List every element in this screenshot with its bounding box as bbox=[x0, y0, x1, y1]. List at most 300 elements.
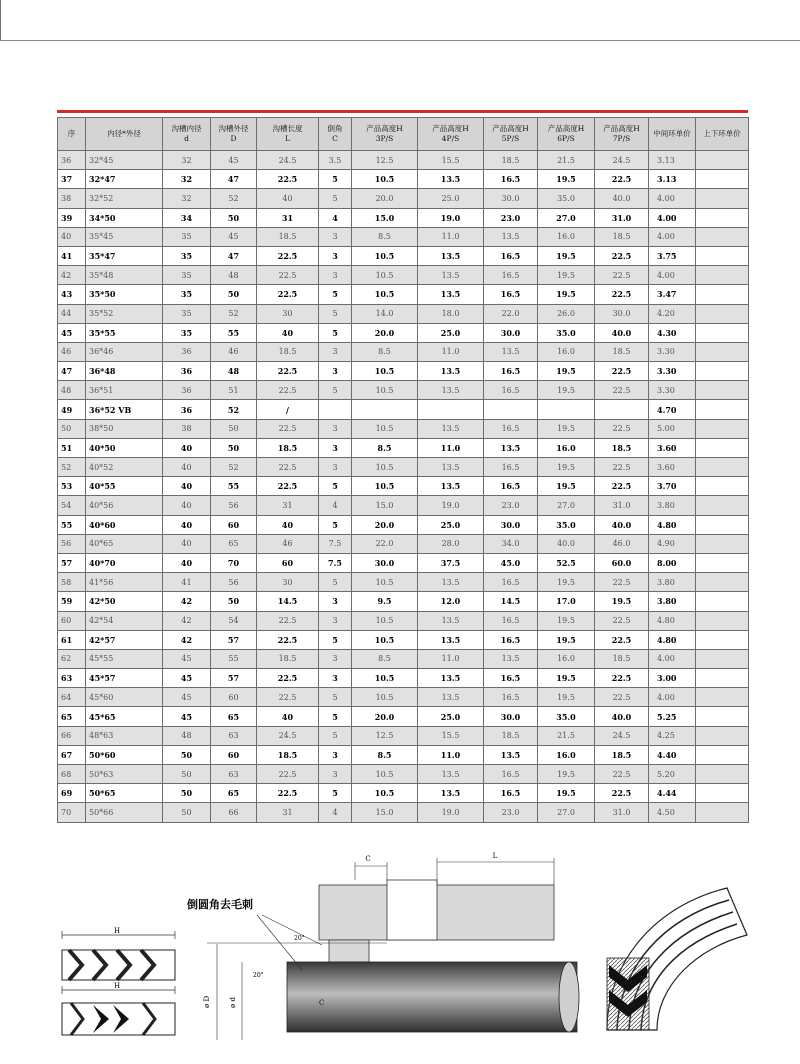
row-groove-outer: 57 bbox=[211, 630, 257, 649]
header-groove-length: 沟槽长度 L bbox=[257, 118, 319, 151]
row-chamfer: 5 bbox=[319, 630, 352, 649]
row-no: 67 bbox=[58, 745, 86, 764]
row-top-bottom-price bbox=[696, 458, 749, 477]
row-middle-price: 4.40 bbox=[649, 745, 696, 764]
row-h-4p: 13.5 bbox=[418, 458, 484, 477]
row-groove-length: 18.5 bbox=[257, 342, 319, 361]
row-h-5p: 13.5 bbox=[484, 745, 538, 764]
row-middle-price: 5.25 bbox=[649, 707, 696, 726]
row-middle-price: 4.00 bbox=[649, 266, 696, 285]
row-top-bottom-price bbox=[696, 266, 749, 285]
table-row bbox=[58, 208, 749, 227]
row-groove-outer: 48 bbox=[211, 362, 257, 381]
row-top-bottom-price bbox=[696, 573, 749, 592]
row-groove-outer: 63 bbox=[211, 765, 257, 784]
row-h-6p: 19.5 bbox=[538, 419, 595, 438]
row-h-3p: 10.5 bbox=[352, 784, 418, 803]
row-chamfer: 5 bbox=[319, 170, 352, 189]
row-h-6p: 26.0 bbox=[538, 304, 595, 323]
table-row bbox=[58, 611, 749, 630]
row-groove-inner: 40 bbox=[163, 458, 211, 477]
row-no: 66 bbox=[58, 726, 86, 745]
row-size: 35*47 bbox=[86, 246, 163, 265]
table-row bbox=[58, 784, 749, 803]
row-groove-length: 31 bbox=[257, 208, 319, 227]
row-groove-length: 40 bbox=[257, 707, 319, 726]
row-groove-outer: 45 bbox=[211, 227, 257, 246]
row-h-3p: 8.5 bbox=[352, 342, 418, 361]
row-h-7p: 22.5 bbox=[595, 419, 649, 438]
row-size: 40*60 bbox=[86, 515, 163, 534]
row-chamfer: 3 bbox=[319, 342, 352, 361]
table-row bbox=[58, 573, 749, 592]
header-no: 序 bbox=[58, 118, 86, 151]
row-groove-inner: 40 bbox=[163, 477, 211, 496]
row-groove-length: 31 bbox=[257, 803, 319, 822]
label-chamfer-deburr: 倒圆角去毛刺 bbox=[187, 898, 253, 911]
row-h-3p: 30.0 bbox=[352, 553, 418, 572]
row-chamfer: 3 bbox=[319, 227, 352, 246]
row-groove-length: 40 bbox=[257, 323, 319, 342]
row-h-5p: 16.5 bbox=[484, 611, 538, 630]
row-h-6p: 16.0 bbox=[538, 649, 595, 668]
row-size: 41*56 bbox=[86, 573, 163, 592]
row-no: 43 bbox=[58, 285, 86, 304]
row-size: 40*52 bbox=[86, 458, 163, 477]
row-h-7p: 30.0 bbox=[595, 304, 649, 323]
row-groove-inner: 38 bbox=[163, 419, 211, 438]
row-h-7p: 22.5 bbox=[595, 458, 649, 477]
row-h-4p: 13.5 bbox=[418, 765, 484, 784]
row-no: 58 bbox=[58, 573, 86, 592]
row-chamfer: 3.5 bbox=[319, 151, 352, 170]
row-h-4p: 11.0 bbox=[418, 649, 484, 668]
row-groove-inner: 42 bbox=[163, 592, 211, 611]
row-groove-length: 22.5 bbox=[257, 669, 319, 688]
row-h-5p: 16.5 bbox=[484, 362, 538, 381]
row-middle-price: 3.00 bbox=[649, 669, 696, 688]
dim-c-top: C bbox=[365, 855, 371, 863]
dim-c-rod: C bbox=[319, 999, 325, 1007]
row-h-3p: 10.5 bbox=[352, 669, 418, 688]
row-groove-length: 22.5 bbox=[257, 285, 319, 304]
row-h-3p: 15.0 bbox=[352, 803, 418, 822]
row-h-7p: 31.0 bbox=[595, 208, 649, 227]
row-size: 32*45 bbox=[86, 151, 163, 170]
row-groove-length: 31 bbox=[257, 496, 319, 515]
dim-h-bottom: H bbox=[113, 982, 121, 990]
row-groove-outer: 50 bbox=[211, 419, 257, 438]
row-h-3p: 15.0 bbox=[352, 208, 418, 227]
row-top-bottom-price bbox=[696, 592, 749, 611]
row-no: 64 bbox=[58, 688, 86, 707]
row-top-bottom-price bbox=[696, 669, 749, 688]
row-groove-inner: 40 bbox=[163, 553, 211, 572]
row-middle-price: 3.60 bbox=[649, 438, 696, 457]
header-height-4p: 产品高度H 4P/S bbox=[418, 118, 484, 151]
row-h-5p: 16.5 bbox=[484, 381, 538, 400]
row-groove-length: 22.5 bbox=[257, 266, 319, 285]
row-middle-price: 3.60 bbox=[649, 458, 696, 477]
row-h-6p: 27.0 bbox=[538, 208, 595, 227]
row-groove-outer: 66 bbox=[211, 803, 257, 822]
row-groove-outer: 60 bbox=[211, 745, 257, 764]
row-h-4p: 13.5 bbox=[418, 611, 484, 630]
row-h-5p: 16.5 bbox=[484, 246, 538, 265]
row-h-7p: 18.5 bbox=[595, 438, 649, 457]
row-h-6p: 27.0 bbox=[538, 803, 595, 822]
row-h-6p: 19.5 bbox=[538, 170, 595, 189]
row-middle-price: 4.80 bbox=[649, 515, 696, 534]
row-chamfer: 3 bbox=[319, 649, 352, 668]
row-h-7p: 22.5 bbox=[595, 170, 649, 189]
row-middle-price: 4.30 bbox=[649, 323, 696, 342]
row-groove-length: 22.5 bbox=[257, 688, 319, 707]
row-h-4p: 13.5 bbox=[418, 688, 484, 707]
row-no: 41 bbox=[58, 246, 86, 265]
packing-stack-drawing-1 bbox=[62, 927, 175, 980]
table-row bbox=[58, 419, 749, 438]
row-h-6p: 52.5 bbox=[538, 553, 595, 572]
row-h-5p: 13.5 bbox=[484, 342, 538, 361]
row-chamfer: 3 bbox=[319, 438, 352, 457]
row-h-3p: 9.5 bbox=[352, 592, 418, 611]
row-groove-inner: 36 bbox=[163, 342, 211, 361]
table-row bbox=[58, 688, 749, 707]
row-h-5p: 22.0 bbox=[484, 304, 538, 323]
row-middle-price: 4.00 bbox=[649, 227, 696, 246]
row-h-4p: 11.0 bbox=[418, 438, 484, 457]
row-groove-inner: 45 bbox=[163, 669, 211, 688]
row-h-6p: 17.0 bbox=[538, 592, 595, 611]
dim-phi-big-d: ø D bbox=[203, 995, 211, 1008]
row-h-6p: 19.5 bbox=[538, 669, 595, 688]
header-groove-outer: 沟槽外径 D bbox=[211, 118, 257, 151]
row-h-5p: 16.5 bbox=[484, 170, 538, 189]
row-size: 48*63 bbox=[86, 726, 163, 745]
row-h-5p: 16.5 bbox=[484, 458, 538, 477]
row-groove-outer: 65 bbox=[211, 707, 257, 726]
row-chamfer: 3 bbox=[319, 266, 352, 285]
row-h-7p: 22.5 bbox=[595, 573, 649, 592]
row-size: 35*48 bbox=[86, 266, 163, 285]
row-chamfer: 5 bbox=[319, 477, 352, 496]
row-h-6p: 40.0 bbox=[538, 534, 595, 553]
row-chamfer: 5 bbox=[319, 707, 352, 726]
row-h-4p: 19.0 bbox=[418, 803, 484, 822]
row-size: 32*52 bbox=[86, 189, 163, 208]
row-chamfer: 3 bbox=[319, 362, 352, 381]
row-no: 50 bbox=[58, 419, 86, 438]
row-groove-outer: 47 bbox=[211, 246, 257, 265]
row-middle-price: 3.13 bbox=[649, 151, 696, 170]
table-row bbox=[58, 534, 749, 553]
table-row bbox=[58, 381, 749, 400]
row-h-4p: 13.5 bbox=[418, 630, 484, 649]
row-chamfer: 5 bbox=[319, 573, 352, 592]
row-groove-inner: 42 bbox=[163, 611, 211, 630]
row-middle-price: 3.47 bbox=[649, 285, 696, 304]
row-groove-outer: 56 bbox=[211, 496, 257, 515]
row-groove-outer: 65 bbox=[211, 784, 257, 803]
row-h-3p: 12.5 bbox=[352, 726, 418, 745]
row-h-4p: 25.0 bbox=[418, 323, 484, 342]
row-h-6p bbox=[538, 400, 595, 419]
row-h-4p: 37.5 bbox=[418, 553, 484, 572]
table-row bbox=[58, 285, 749, 304]
row-h-4p bbox=[418, 400, 484, 419]
table-row bbox=[58, 227, 749, 246]
row-h-5p: 16.5 bbox=[484, 765, 538, 784]
row-middle-price: 3.80 bbox=[649, 592, 696, 611]
row-groove-inner: 45 bbox=[163, 707, 211, 726]
row-top-bottom-price bbox=[696, 803, 749, 822]
row-no: 49 bbox=[58, 400, 86, 419]
row-h-6p: 19.5 bbox=[538, 611, 595, 630]
row-groove-length: 22.5 bbox=[257, 381, 319, 400]
row-h-3p: 8.5 bbox=[352, 649, 418, 668]
row-groove-inner: 36 bbox=[163, 362, 211, 381]
row-size: 50*65 bbox=[86, 784, 163, 803]
row-top-bottom-price bbox=[696, 342, 749, 361]
row-h-4p: 13.5 bbox=[418, 362, 484, 381]
row-h-4p: 13.5 bbox=[418, 669, 484, 688]
row-groove-outer: 57 bbox=[211, 669, 257, 688]
row-h-7p: 22.5 bbox=[595, 765, 649, 784]
row-h-3p: 10.5 bbox=[352, 765, 418, 784]
row-h-3p: 10.5 bbox=[352, 419, 418, 438]
row-groove-outer: 47 bbox=[211, 170, 257, 189]
row-middle-price: 4.00 bbox=[649, 189, 696, 208]
row-middle-price: 3.13 bbox=[649, 170, 696, 189]
row-h-6p: 19.5 bbox=[538, 765, 595, 784]
row-no: 55 bbox=[58, 515, 86, 534]
row-chamfer bbox=[319, 400, 352, 419]
table-row bbox=[58, 553, 749, 572]
row-h-5p: 16.5 bbox=[484, 419, 538, 438]
row-groove-length: 18.5 bbox=[257, 649, 319, 668]
row-no: 70 bbox=[58, 803, 86, 822]
dim-phi-small-d: ø d bbox=[229, 997, 237, 1008]
row-h-4p: 13.5 bbox=[418, 419, 484, 438]
dim-h-top: H bbox=[113, 927, 121, 935]
row-size: 45*65 bbox=[86, 707, 163, 726]
table-row bbox=[58, 592, 749, 611]
row-h-6p: 19.5 bbox=[538, 630, 595, 649]
row-groove-length: 22.5 bbox=[257, 362, 319, 381]
row-groove-inner: 35 bbox=[163, 227, 211, 246]
table-row bbox=[58, 170, 749, 189]
row-top-bottom-price bbox=[696, 726, 749, 745]
left-border bbox=[0, 0, 1, 40]
row-h-7p: 22.5 bbox=[595, 362, 649, 381]
row-middle-price: 3.30 bbox=[649, 342, 696, 361]
row-chamfer: 3 bbox=[319, 419, 352, 438]
row-groove-inner: 32 bbox=[163, 189, 211, 208]
row-h-3p: 20.0 bbox=[352, 323, 418, 342]
row-size: 32*47 bbox=[86, 170, 163, 189]
row-groove-inner: 50 bbox=[163, 765, 211, 784]
row-groove-inner: 40 bbox=[163, 534, 211, 553]
row-groove-inner: 36 bbox=[163, 381, 211, 400]
row-size: 45*57 bbox=[86, 669, 163, 688]
row-middle-price: 8.00 bbox=[649, 553, 696, 572]
row-h-4p: 11.0 bbox=[418, 745, 484, 764]
header-top-bottom-ring-price: 上下环单价 bbox=[696, 118, 749, 151]
row-h-7p: 40.0 bbox=[595, 189, 649, 208]
row-top-bottom-price bbox=[696, 515, 749, 534]
row-groove-outer: 46 bbox=[211, 342, 257, 361]
row-groove-outer: 60 bbox=[211, 688, 257, 707]
row-groove-length: 40 bbox=[257, 515, 319, 534]
row-h-4p: 13.5 bbox=[418, 573, 484, 592]
row-h-5p: 30.0 bbox=[484, 189, 538, 208]
row-groove-outer: 48 bbox=[211, 266, 257, 285]
red-accent-line bbox=[57, 110, 748, 113]
header-size: 内径*外径 bbox=[86, 118, 163, 151]
row-h-5p: 23.0 bbox=[484, 496, 538, 515]
row-top-bottom-price bbox=[696, 323, 749, 342]
row-top-bottom-price bbox=[696, 553, 749, 572]
row-h-4p: 19.0 bbox=[418, 496, 484, 515]
row-h-4p: 13.5 bbox=[418, 246, 484, 265]
row-groove-length: 22.5 bbox=[257, 419, 319, 438]
row-h-6p: 16.0 bbox=[538, 342, 595, 361]
row-size: 42*50 bbox=[86, 592, 163, 611]
row-no: 47 bbox=[58, 362, 86, 381]
row-groove-outer: 50 bbox=[211, 438, 257, 457]
row-chamfer: 3 bbox=[319, 765, 352, 784]
row-no: 53 bbox=[58, 477, 86, 496]
row-h-7p: 22.5 bbox=[595, 285, 649, 304]
row-h-3p: 10.5 bbox=[352, 285, 418, 304]
row-groove-inner: 35 bbox=[163, 285, 211, 304]
row-size: 50*60 bbox=[86, 745, 163, 764]
row-groove-inner: 40 bbox=[163, 515, 211, 534]
row-h-4p: 11.0 bbox=[418, 342, 484, 361]
row-h-7p: 60.0 bbox=[595, 553, 649, 572]
row-top-bottom-price bbox=[696, 400, 749, 419]
row-h-6p: 21.5 bbox=[538, 151, 595, 170]
row-top-bottom-price bbox=[696, 477, 749, 496]
row-chamfer: 5 bbox=[319, 784, 352, 803]
row-groove-length: 22.5 bbox=[257, 246, 319, 265]
row-size: 35*52 bbox=[86, 304, 163, 323]
row-top-bottom-price bbox=[696, 611, 749, 630]
row-chamfer: 7.5 bbox=[319, 553, 352, 572]
row-h-7p: 19.5 bbox=[595, 592, 649, 611]
row-groove-length: 24.5 bbox=[257, 726, 319, 745]
row-h-7p: 46.0 bbox=[595, 534, 649, 553]
row-groove-outer: 50 bbox=[211, 285, 257, 304]
row-h-7p: 22.5 bbox=[595, 784, 649, 803]
row-h-3p: 20.0 bbox=[352, 189, 418, 208]
row-no: 45 bbox=[58, 323, 86, 342]
row-h-5p: 30.0 bbox=[484, 707, 538, 726]
row-groove-inner: 50 bbox=[163, 803, 211, 822]
row-h-3p: 14.0 bbox=[352, 304, 418, 323]
row-h-7p: 22.5 bbox=[595, 246, 649, 265]
row-groove-inner: 41 bbox=[163, 573, 211, 592]
row-groove-length: 46 bbox=[257, 534, 319, 553]
header-middle-ring-price: 中间环单价 bbox=[649, 118, 696, 151]
row-groove-length: / bbox=[257, 400, 319, 419]
table-row bbox=[58, 630, 749, 649]
row-h-5p: 16.5 bbox=[484, 573, 538, 592]
row-chamfer: 7.5 bbox=[319, 534, 352, 553]
table-row bbox=[58, 496, 749, 515]
row-h-5p: 13.5 bbox=[484, 649, 538, 668]
row-h-4p: 13.5 bbox=[418, 285, 484, 304]
row-no: 42 bbox=[58, 266, 86, 285]
row-h-7p: 22.5 bbox=[595, 630, 649, 649]
table-row bbox=[58, 707, 749, 726]
table-row bbox=[58, 803, 749, 822]
packing-stack-drawing-2 bbox=[62, 982, 175, 1035]
row-groove-outer: 55 bbox=[211, 649, 257, 668]
row-h-5p: 18.5 bbox=[484, 151, 538, 170]
row-h-5p: 16.5 bbox=[484, 477, 538, 496]
row-groove-outer: 60 bbox=[211, 515, 257, 534]
row-h-5p: 23.0 bbox=[484, 208, 538, 227]
table-row bbox=[58, 400, 749, 419]
row-middle-price: 4.50 bbox=[649, 803, 696, 822]
row-chamfer: 4 bbox=[319, 496, 352, 515]
row-chamfer: 3 bbox=[319, 246, 352, 265]
row-h-7p: 40.0 bbox=[595, 707, 649, 726]
row-middle-price: 4.80 bbox=[649, 630, 696, 649]
row-groove-length: 14.5 bbox=[257, 592, 319, 611]
row-no: 37 bbox=[58, 170, 86, 189]
row-groove-length: 40 bbox=[257, 189, 319, 208]
row-h-3p: 22.0 bbox=[352, 534, 418, 553]
row-no: 40 bbox=[58, 227, 86, 246]
row-groove-length: 22.5 bbox=[257, 458, 319, 477]
row-middle-price: 4.00 bbox=[649, 649, 696, 668]
row-groove-length: 30 bbox=[257, 304, 319, 323]
row-chamfer: 3 bbox=[319, 592, 352, 611]
table-row bbox=[58, 266, 749, 285]
row-h-6p: 19.5 bbox=[538, 381, 595, 400]
table-row bbox=[58, 342, 749, 361]
row-top-bottom-price bbox=[696, 534, 749, 553]
row-top-bottom-price bbox=[696, 227, 749, 246]
row-groove-length: 22.5 bbox=[257, 784, 319, 803]
row-h-6p: 16.0 bbox=[538, 745, 595, 764]
row-chamfer: 5 bbox=[319, 726, 352, 745]
row-top-bottom-price bbox=[696, 765, 749, 784]
row-size: 40*55 bbox=[86, 477, 163, 496]
row-h-3p: 15.0 bbox=[352, 496, 418, 515]
row-size: 42*54 bbox=[86, 611, 163, 630]
row-groove-outer: 63 bbox=[211, 726, 257, 745]
row-h-6p: 19.5 bbox=[538, 784, 595, 803]
row-h-5p: 30.0 bbox=[484, 323, 538, 342]
row-chamfer: 3 bbox=[319, 458, 352, 477]
row-h-3p: 8.5 bbox=[352, 227, 418, 246]
row-top-bottom-price bbox=[696, 170, 749, 189]
row-size: 34*50 bbox=[86, 208, 163, 227]
table-row bbox=[58, 649, 749, 668]
row-h-7p: 40.0 bbox=[595, 323, 649, 342]
row-no: 51 bbox=[58, 438, 86, 457]
row-h-5p bbox=[484, 400, 538, 419]
row-groove-length: 22.5 bbox=[257, 611, 319, 630]
row-groove-outer: 52 bbox=[211, 189, 257, 208]
row-groove-outer: 52 bbox=[211, 400, 257, 419]
row-no: 44 bbox=[58, 304, 86, 323]
table-row bbox=[58, 362, 749, 381]
